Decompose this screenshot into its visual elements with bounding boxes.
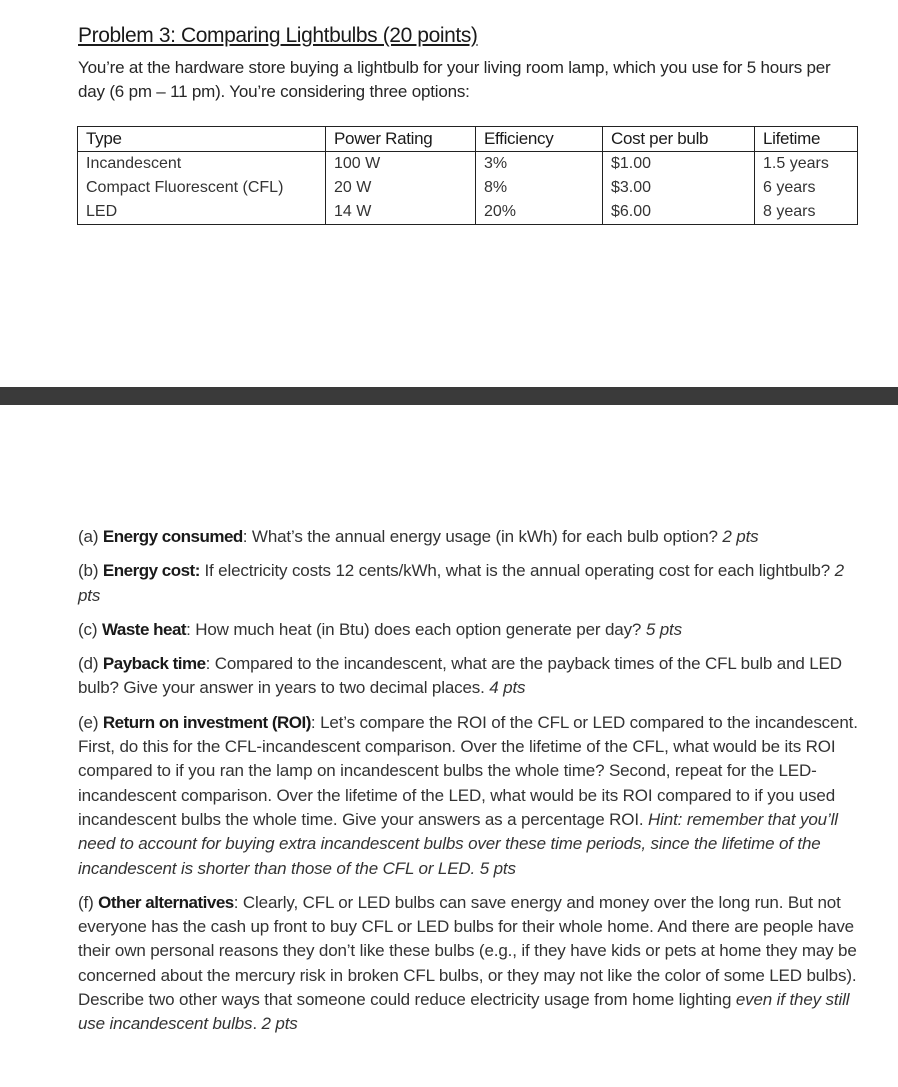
cell-efficiency: 20% <box>476 200 603 225</box>
question-a-term: Energy consumed <box>102 527 243 546</box>
cell-cost: $1.00 <box>603 152 755 177</box>
question-f-points: 2 pts <box>261 1014 298 1034</box>
question-a-label: (a) <box>78 527 103 546</box>
question-b-term: Energy cost: <box>102 561 200 581</box>
cell-lifetime: 8 years <box>755 200 858 225</box>
cell-power: 20 W <box>326 176 476 200</box>
question-list <box>78 525 863 1047</box>
cell-efficiency: 3% <box>476 152 603 177</box>
question-d-points: 4 pts <box>489 678 526 698</box>
question-e <box>78 711 863 881</box>
cell-type: Compact Fluorescent (CFL) <box>78 176 326 200</box>
question-f-term: Other alternatives <box>98 892 234 912</box>
question-d-text: : Compared to the incandescent, what are the payback times of the CFL bulb and LED bulb? Give your answer in years to two decimal places. <box>78 654 842 698</box>
question-b <box>78 559 863 608</box>
question-e-term: Return on investment (ROI) <box>102 712 311 732</box>
page-bottom <box>0 405 898 1087</box>
question-c-text: : How much heat (in Btu) does each option generate per day? <box>186 619 646 639</box>
question-d-label: (d) <box>78 654 103 674</box>
question-d <box>78 652 863 701</box>
cell-power: 14 W <box>326 200 476 225</box>
cell-cost: $6.00 <box>603 200 755 225</box>
table-row <box>78 200 858 225</box>
header-efficiency: Efficiency <box>476 127 603 152</box>
table-row <box>78 152 858 177</box>
table-header-row <box>78 127 858 152</box>
question-c-term: Waste heat <box>101 619 187 639</box>
question-e-label: (e) <box>78 712 103 732</box>
question-b-label: (b) <box>78 561 103 581</box>
table-row <box>78 176 858 200</box>
question-e-text: : Let’s compare the ROI of the CFL or LED compared to the incandescent. First, do this for the CFL-incandescent comparison. Over the lifetime of the CFL, what would be its ROI compared to if you ran the lamp on incandescent bulbs the whole time? Second, repeat for the LED-incandescent comparison. Over the lifetime of the LED, what would be its ROI compared to if you used incandescent bulbs the whole time. Give your answers as a percentage ROI. <box>78 712 858 829</box>
page-top <box>0 0 898 387</box>
page-break-divider <box>0 387 898 405</box>
question-e-points: 5 pts <box>479 858 516 878</box>
question-c-points: 5 pts <box>645 619 682 639</box>
cell-lifetime: 6 years <box>755 176 858 200</box>
question-a <box>78 525 863 549</box>
cell-efficiency: 8% <box>476 176 603 200</box>
question-c <box>78 618 863 642</box>
cell-cost: $3.00 <box>603 176 755 200</box>
question-f-period: . <box>252 1014 257 1034</box>
header-type: Type <box>78 127 326 152</box>
question-f-label: (f) <box>78 892 99 912</box>
question-c-label: (c) <box>78 619 102 639</box>
header-power-rating: Power Rating <box>326 127 476 152</box>
cell-type: LED <box>78 200 326 225</box>
problem-intro: You’re at the hardware store buying a lightbulb for your living room lamp, which you use for 5 hours per day (6 pm – 11 pm). You’re considering three options: <box>78 58 831 101</box>
cell-lifetime: 1.5 years <box>755 152 858 177</box>
header-cost-per-bulb: Cost per bulb <box>603 127 755 152</box>
lightbulb-table <box>77 126 858 225</box>
question-a-points: 2 pts <box>722 527 759 546</box>
question-a-text: : What’s the annual energy usage (in kWh) for each bulb option? <box>242 527 723 546</box>
question-e-hint: Hint: remember that you’ll need to account for buying extra incandescent bulbs over these time periods, since the lifetime of the incandescent is shorter than those of the CFL or LED. <box>78 809 838 878</box>
header-lifetime: Lifetime <box>755 127 858 152</box>
question-f <box>78 891 863 1037</box>
problem-title: Problem 3: Comparing Lightbulbs (20 points) <box>78 24 478 47</box>
question-d-term: Payback time <box>102 654 206 674</box>
question-f-text: : Clearly, CFL or LED bulbs can save energy and money over the long run. But not everyone has the cash up front to buy CFL or LED bulbs for their whole home. And there are people have their own personal reasons they don’t like these bulbs (e.g., if they have kids or pets at home they may be concerned about the mercury risk in broken CFL bulbs, or they may not like the color of some LED bulbs). Describe two other ways that someone could reduce electricity usage from home lighting <box>78 892 857 1010</box>
cell-power: 100 W <box>326 152 476 177</box>
question-f-emphasis: even if they still use incandescent bulbs <box>78 990 850 1034</box>
question-b-text: If electricity costs 12 cents/kWh, what is the annual operating cost for each lightbulb? <box>199 561 835 581</box>
question-b-points: 2 pts <box>78 561 844 605</box>
cell-type: Incandescent <box>78 152 326 177</box>
